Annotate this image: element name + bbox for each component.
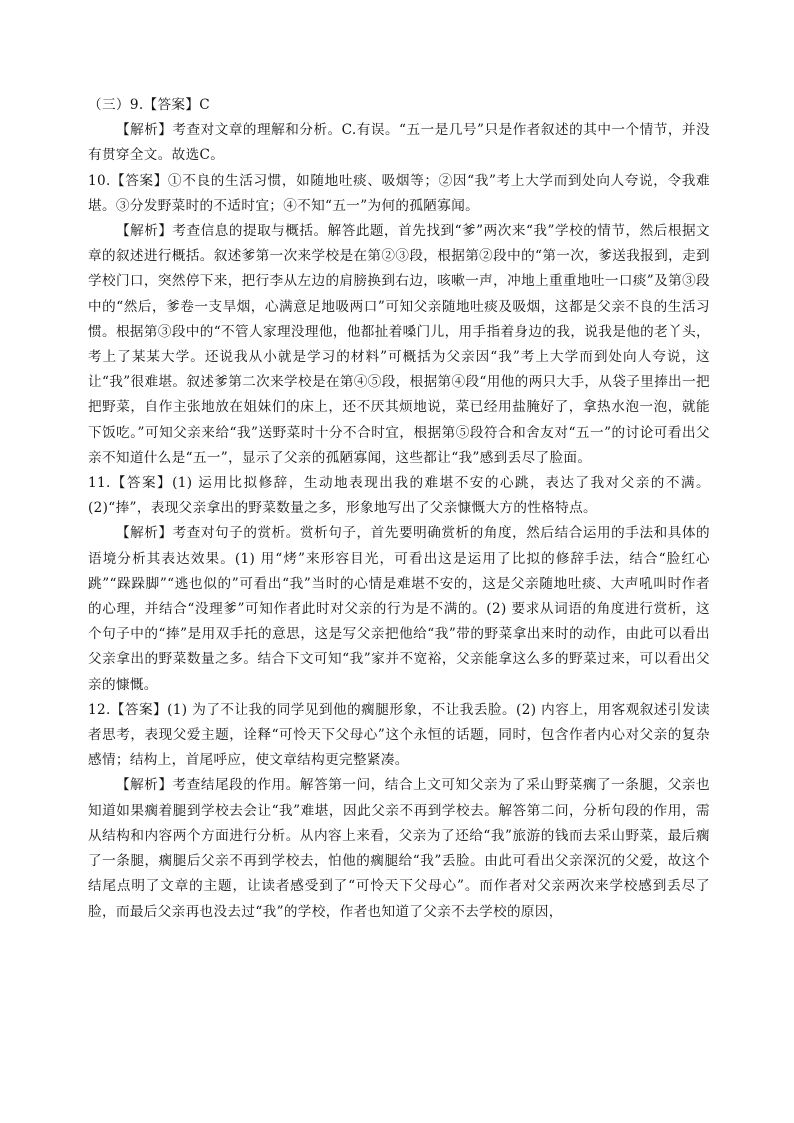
q9-analysis: 【解析】考查对文章的理解和分析。C.有误。“五一是几号”只是作者叙述的其中一个情节，并没有贯穿全文。故选C。	[88, 122, 710, 164]
q12-answer: 12.【答案】(1) 为了不让我的同学见到他的瘸腿形象，不让我丢脸。(2) 内容上，用客观叙述引发读者思考，表现父爱主题，诠释“可怜天下父母心”这个永恒的话题，同时，包含作者内心对父亲的复杂感情；结构上，首尾呼应，使文章结构更完整紧凑。	[88, 701, 710, 769]
q12-analysis: 【解析】考查结尾段的作用。解答第一问，结合上文可知父亲为了采山野菜瘸了一条腿，父亲也知道如果瘸着腿到学校去会让“我”难堪，因此父亲不再到学校去。解答第二问，分析句段的作用，需从结构和内容两个方面进行分析。从内容上来看，父亲为了还给“我”旅游的钱而去采山野菜，最后瘸了一条腿，瘸腿后父亲不再到学校去，怕他的瘸腿给“我”丢脸。由此可看出父亲深沉的父爱，故这个结尾点明了文章的主题，让读者感受到了“可怜天下父母心”。而作者对父亲两次来学校感到丢尽了脸，而最后父亲再也没去过“我”的学校，作者也知道了父亲不去学校的原因，	[88, 777, 710, 920]
answer-analysis-content	[88, 93, 710, 925]
q10-answer: 10.【答案】①不良的生活习惯，如随地吐痰、吸烟等；②因“我”考上大学而到处向人夸说，令我难堪。③分发野菜时的不适时宜；④不知“五一”为何的孤陋寡闻。	[88, 172, 710, 214]
q11-answer: 11.【答案】(1) 运用比拟修辞，生动地表现出我的难堪不安的心跳，表达了我对父亲的不满。(2)“捧”，表现父亲拿出的野菜数量之多，形象地写出了父亲慷慨大方的性格特点。	[88, 475, 710, 517]
q9-answer: （三）9.【答案】C	[88, 97, 211, 113]
q11-analysis: 【解析】考查对句子的赏析。赏析句子，首先要明确赏析的角度，然后结合运用的手法和具体的语境分析其表达效果。(1) 用“烤”来形容目光，可看出这是运用了比拟的修辞手法，结合“脸红心跳”“跺跺脚”“逃也似的”可看出“我”当时的心情是难堪不安的，这是父亲随地吐痰、大声吼叫时作者的心理，并结合“没理爹”可知作者此时对父亲的行为是不满的。(2) 要求从词语的角度进行赏析，这个句子中的“捧”是用双手托的意思，这是写父亲把他给“我”带的野菜拿出来时的动作，由此可以看出父亲拿出的野菜数量之多。结合下文可知“我”家并不宽裕，父亲能拿这么多的野菜过来，可以看出父亲的慷慨。	[88, 525, 710, 693]
q10-analysis: 【解析】考查信息的提取与概括。解答此题，首先找到“爹”两次来“我”学校的情节，然后根据文章的叙述进行概括。叙述爹第一次来学校是在第②③段，根据第②段中的“第一次，爹送我报到，走到学校门口，突然停下来，把行李从左边的肩膀换到右边，咳嗽一声，冲地上重重地吐一口痰”及第③段中的“然后，爹卷一支旱烟，心满意足地吸两口”可知父亲随地吐痰及吸烟，这都是父亲不良的生活习惯。根据第③段中的“不管人家理没理他，他都扯着嗓门儿，用手指着身边的我，说我是他的老丫头，考上了某某大学。还说我从小就是学习的材料”可概括为父亲因“我”考上大学而到处向人夸说，这让“我”很难堪。叙述爹第二次来学校是在第④⑤段，根据第④段“用他的两只大手，从袋子里捧出一把把野菜，自作主张地放在姐妹们的床上，还不厌其烦地说，菜已经用盐腌好了，拿热水泡一泡，就能下饭吃。”可知父亲来给“我”送野菜时十分不合时宜，根据第⑤段符合和舍友对“五一”的讨论可看出父亲不知道什么是“五一”，显示了父亲的孤陋寡闻，这些都让“我”感到丢尽了脸面。	[88, 223, 710, 466]
